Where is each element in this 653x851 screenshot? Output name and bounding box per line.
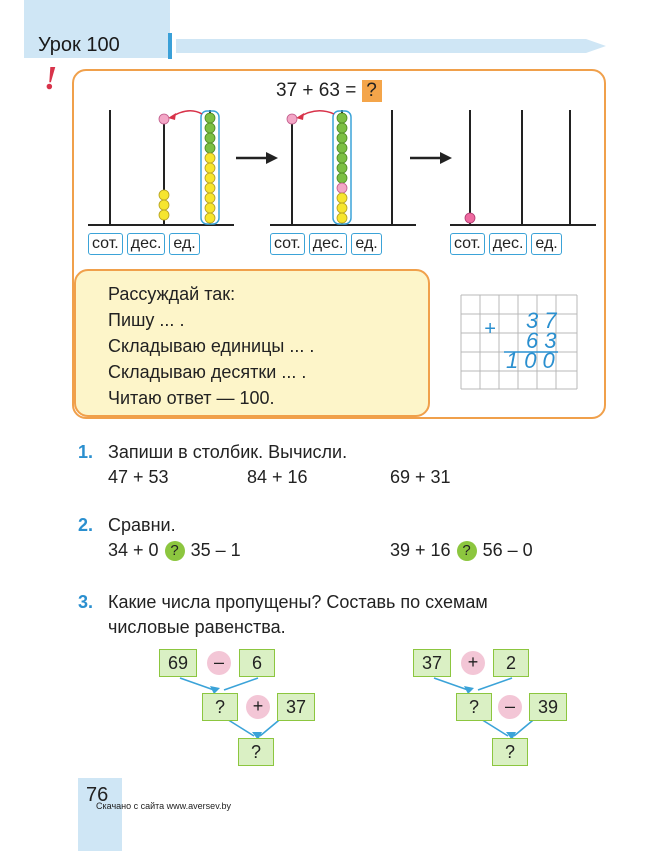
lesson-title: Урок 100 <box>38 34 120 56</box>
task-2-compare-right <box>390 540 533 561</box>
expr: 34 + 0 <box>108 540 159 560</box>
scheme-2-d: 39 <box>529 693 567 721</box>
equation <box>276 80 382 102</box>
scheme-2-op2: – <box>498 695 522 719</box>
reasoning-line: Складываю единицы ... . <box>108 336 315 356</box>
source-note: Скачано с сайта www.aversev.by <box>96 801 232 811</box>
expr: 39 + 16 <box>390 540 451 560</box>
lesson-tab-edge <box>168 33 172 59</box>
label-ones: ед. <box>169 233 199 255</box>
task-3-line1: Какие числа пропущены? Составь по схемам <box>108 592 488 612</box>
equation-text: 37 + 63 = <box>276 80 357 102</box>
label-hundreds: сот. <box>270 233 305 255</box>
compare-mark: ? <box>165 541 185 561</box>
task-3-number: 3. <box>78 592 94 612</box>
column-row1: 37 <box>526 308 563 333</box>
exclamation-icon: ! <box>44 60 58 97</box>
abacus-2-labels <box>270 233 382 255</box>
scheme-1-d: 37 <box>277 693 315 721</box>
label-ones: ед. <box>531 233 561 255</box>
label-tens: дес. <box>127 233 166 255</box>
scheme-2-result: ? <box>492 738 528 766</box>
task-1-number: 1. <box>78 442 94 462</box>
column-result: 100 <box>506 348 561 373</box>
page-number: 76 <box>86 784 109 806</box>
scheme-2-c: ? <box>456 693 492 721</box>
task-1-title: Запиши в столбик. Вычисли. <box>108 442 348 462</box>
reasoning-line: Рассуждай так: <box>108 284 236 304</box>
reasoning-line: Пишу ... . <box>108 310 185 330</box>
compare-mark: ? <box>457 541 477 561</box>
equation-unknown: ? <box>362 80 382 102</box>
task-1-expr: 47 + 53 <box>108 467 169 487</box>
scheme-2-b: 2 <box>493 649 529 677</box>
column-row2: 63 <box>526 328 563 353</box>
task-1-expr: 84 + 16 <box>247 467 308 487</box>
scheme-1-c: ? <box>202 693 238 721</box>
scheme-1-a: 69 <box>159 649 197 677</box>
task-2-compare-left <box>108 540 241 561</box>
arrow-right-icon <box>410 151 452 165</box>
label-hundreds: сот. <box>88 233 123 255</box>
scheme-2-op1: + <box>461 651 485 675</box>
abacus-2 <box>270 108 416 228</box>
task-2-title: Сравни. <box>108 515 176 535</box>
header-bar <box>176 39 606 53</box>
task-3-line2: числовые равенства. <box>108 617 286 637</box>
column-sign: + <box>484 318 496 340</box>
label-tens: дес. <box>309 233 348 255</box>
scheme-1-op1: – <box>207 651 231 675</box>
task-2-number: 2. <box>78 515 94 535</box>
abacus-3-labels <box>450 233 562 255</box>
scheme-1-op2: + <box>246 695 270 719</box>
label-tens: дес. <box>489 233 528 255</box>
label-hundreds: сот. <box>450 233 485 255</box>
abacus-1 <box>88 108 234 228</box>
reasoning-line: Читаю ответ — 100. <box>108 388 275 408</box>
scheme-1-result: ? <box>238 738 274 766</box>
expr: 56 – 0 <box>482 540 533 560</box>
scheme-1-b: 6 <box>239 649 275 677</box>
reasoning-line: Складываю десятки ... . <box>108 362 307 382</box>
abacus-3 <box>450 108 596 228</box>
abacus-1-labels <box>88 233 200 255</box>
expr: 35 – 1 <box>190 540 241 560</box>
task-1-expr: 69 + 31 <box>390 467 451 487</box>
scheme-2-a: 37 <box>413 649 451 677</box>
label-ones: ед. <box>351 233 381 255</box>
